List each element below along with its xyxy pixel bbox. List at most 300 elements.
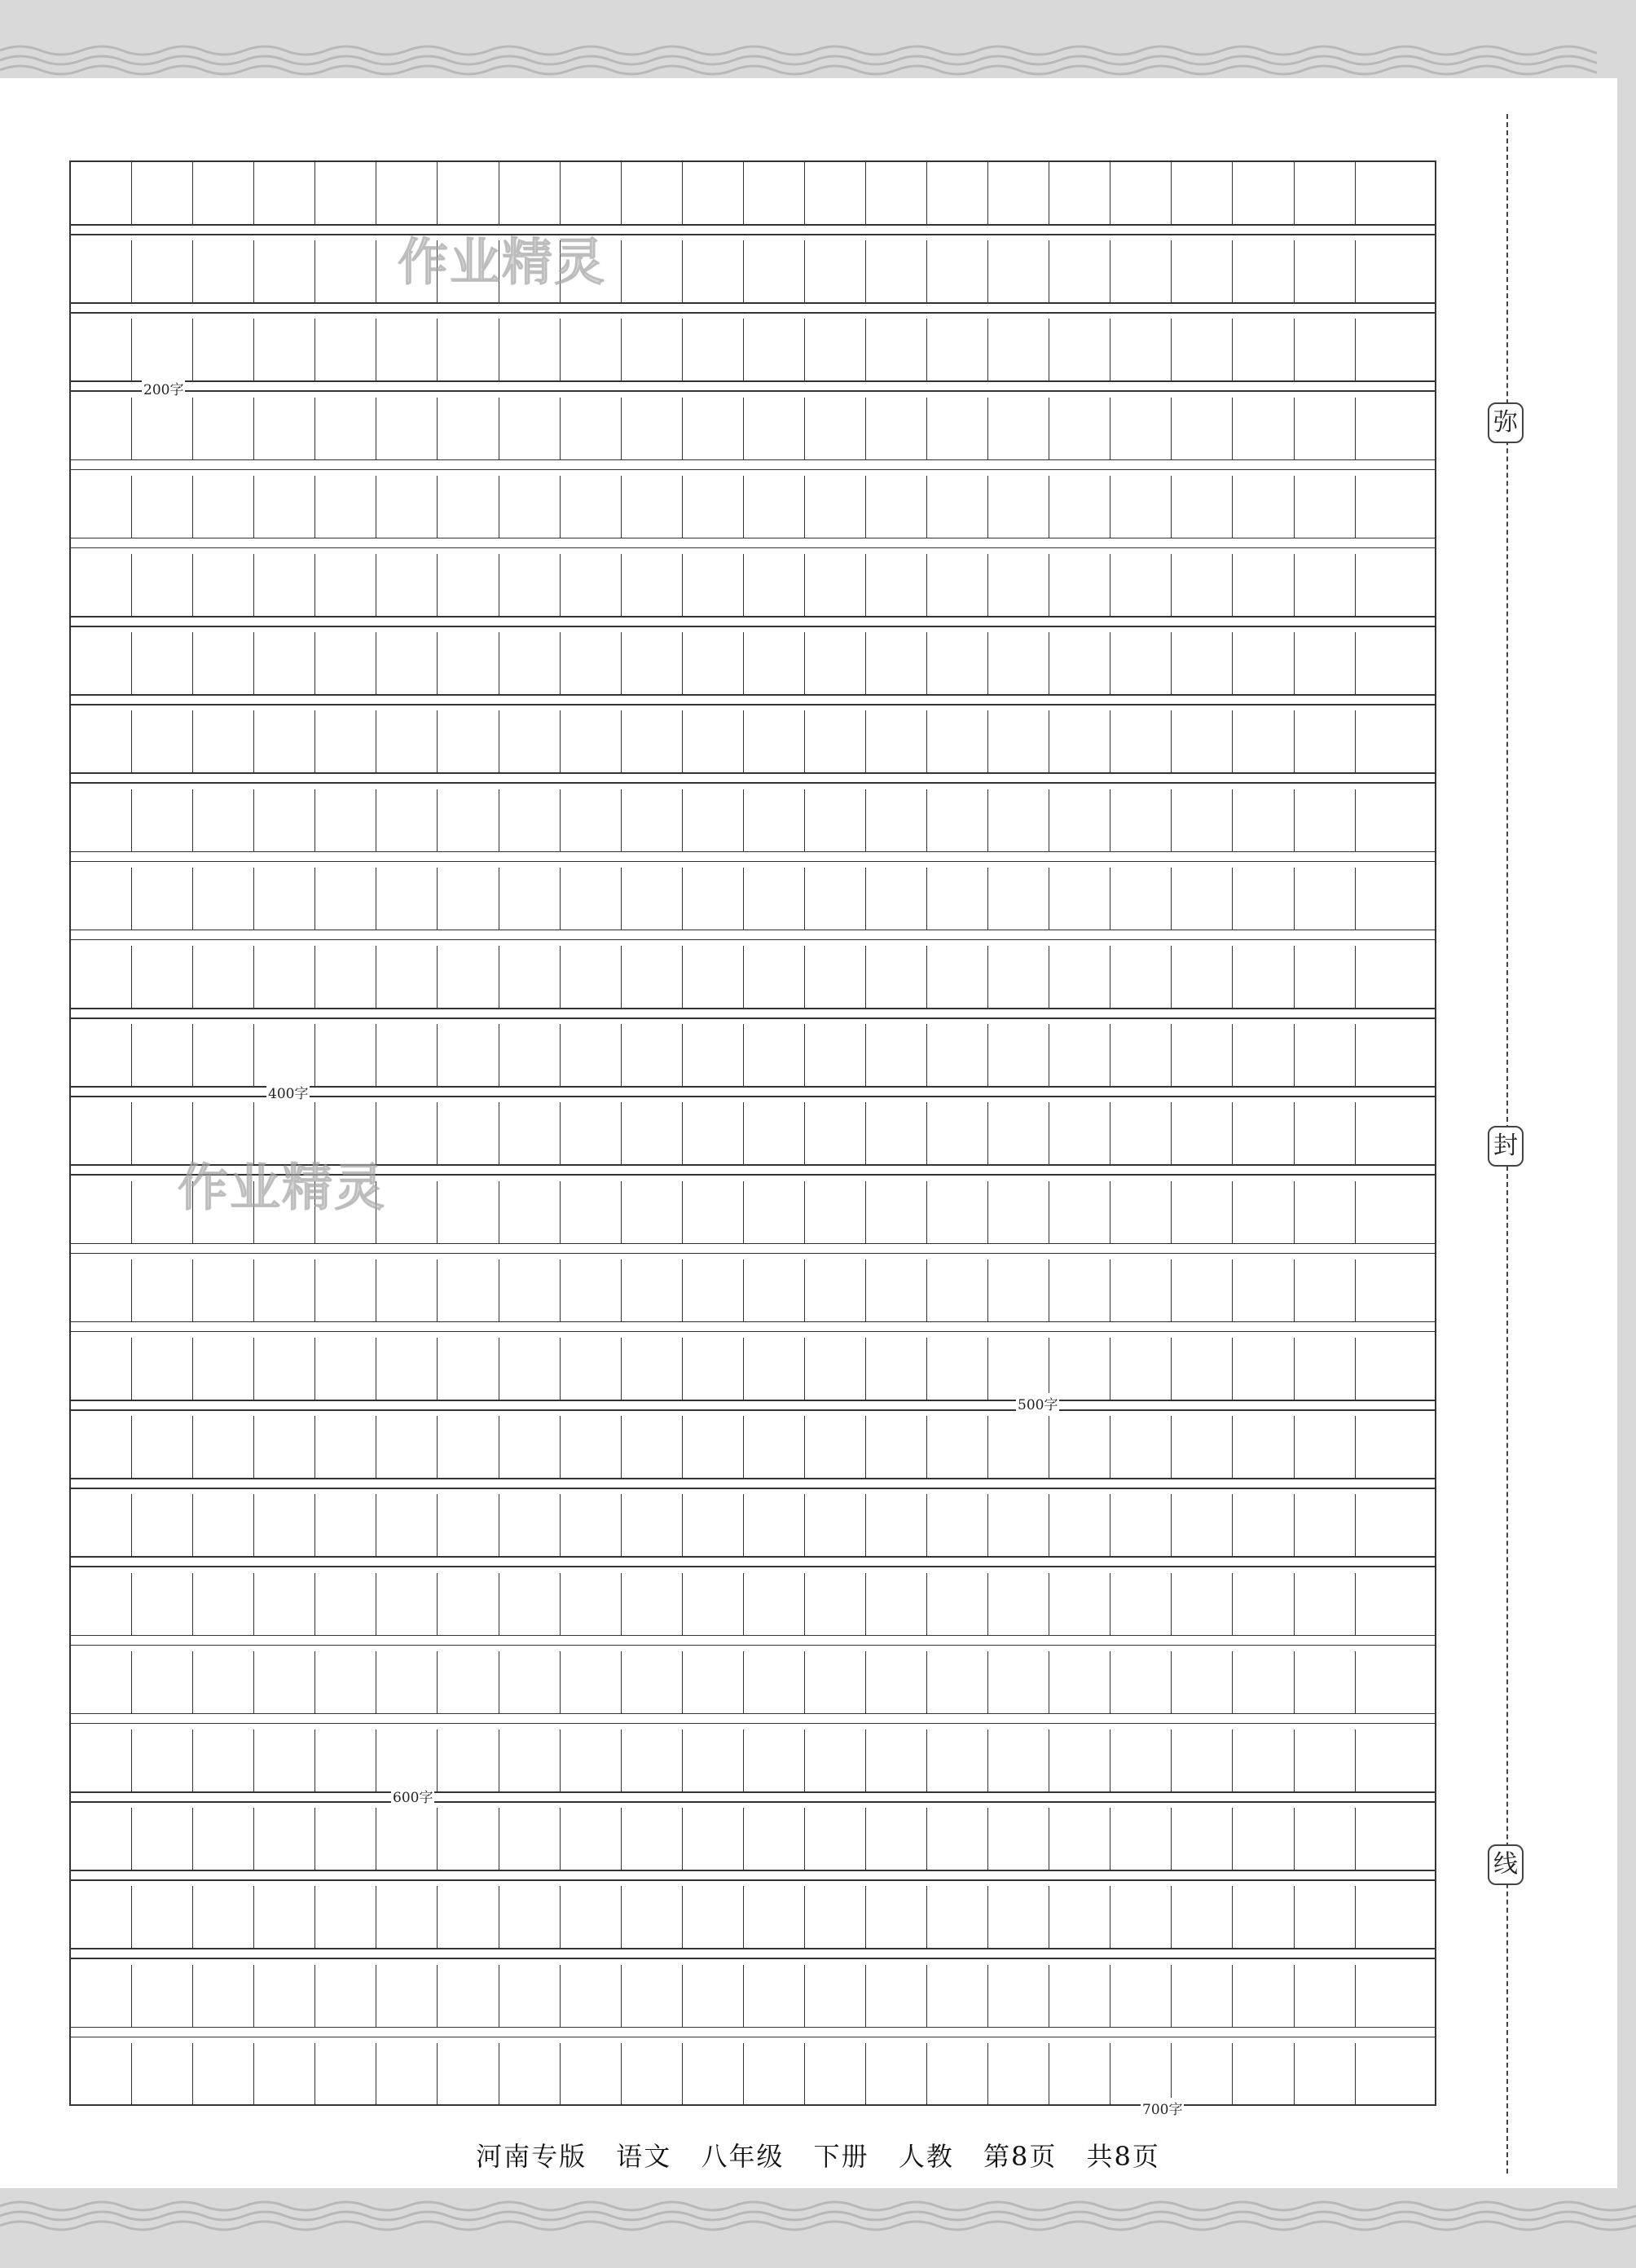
grid-row-bottom-line xyxy=(71,930,1435,931)
grid-row-cells xyxy=(71,710,1435,772)
grid-cell xyxy=(254,240,315,302)
grid-cell xyxy=(499,554,561,616)
grid-row xyxy=(71,398,1435,459)
grid-cell xyxy=(193,1573,254,1635)
grid-cell xyxy=(927,946,988,1008)
grid-cell xyxy=(1110,868,1172,930)
grid-cell xyxy=(438,1886,499,1948)
grid-gap-line xyxy=(71,1801,1435,1803)
grid-cell xyxy=(988,1338,1049,1400)
grid-cell xyxy=(927,1024,988,1086)
grid-cell xyxy=(561,710,622,772)
grid-cell xyxy=(315,240,376,302)
grid-row-bottom-line xyxy=(71,1635,1435,1637)
grid-cell xyxy=(499,789,561,851)
grid-row xyxy=(71,789,1435,851)
grid-cell xyxy=(193,554,254,616)
grid-cell xyxy=(1295,1808,1356,1870)
grid-cell xyxy=(622,1808,683,1870)
word-count-400: 400字 xyxy=(266,1082,310,1102)
grid-cell xyxy=(71,1259,132,1321)
grid-cell xyxy=(744,1965,805,2027)
grid-cell xyxy=(71,789,132,851)
grid-cell xyxy=(1110,946,1172,1008)
grid-cell xyxy=(683,476,744,538)
grid-cell xyxy=(254,398,315,459)
grid-cell xyxy=(1049,162,1110,224)
grid-cell xyxy=(1356,1181,1417,1243)
grid-cell xyxy=(254,1965,315,2027)
grid-cell xyxy=(744,476,805,538)
grid-cell xyxy=(132,476,193,538)
grid-cell xyxy=(315,789,376,851)
grid-cell xyxy=(927,1573,988,1635)
grid-cell xyxy=(561,319,622,380)
grid-cell xyxy=(315,398,376,459)
grid-cell xyxy=(744,1573,805,1635)
grid-cell xyxy=(132,1808,193,1870)
grid-cell xyxy=(866,1416,927,1478)
grid-cell xyxy=(866,319,927,380)
grid-cell xyxy=(988,1573,1049,1635)
grid-cell xyxy=(438,868,499,930)
grid-cell xyxy=(376,789,438,851)
grid-row xyxy=(71,1024,1435,1086)
grid-cell xyxy=(1356,632,1417,694)
grid-gap-line xyxy=(71,704,1435,705)
grid-cell xyxy=(744,1102,805,1164)
seal-char-mi: 弥 xyxy=(1488,402,1524,443)
grid-row-cells xyxy=(71,1259,1435,1321)
grid-cell xyxy=(499,1651,561,1713)
grid-row-bottom-line xyxy=(71,1791,1435,1793)
grid-cell xyxy=(1049,2043,1110,2105)
grid-cell xyxy=(1295,868,1356,930)
grid-row-bottom-line xyxy=(71,459,1435,461)
grid-cell xyxy=(315,1338,376,1400)
grid-cell xyxy=(499,1808,561,1870)
grid-cell xyxy=(805,1886,866,1948)
grid-cell xyxy=(1172,1494,1233,1556)
grid-cell xyxy=(1049,1416,1110,1478)
grid-cell xyxy=(1049,1338,1110,1400)
grid-cell xyxy=(866,1808,927,1870)
grid-cell xyxy=(1049,1259,1110,1321)
grid-cell xyxy=(499,398,561,459)
grid-gap-line xyxy=(71,1879,1435,1881)
grid-cell xyxy=(376,1259,438,1321)
grid-row xyxy=(71,2043,1435,2105)
grid-cell xyxy=(315,162,376,224)
grid-cell xyxy=(71,1651,132,1713)
grid-cell xyxy=(1049,1102,1110,1164)
grid-cell xyxy=(499,1965,561,2027)
grid-cell xyxy=(561,476,622,538)
grid-cell xyxy=(438,2043,499,2105)
grid-cell xyxy=(499,1259,561,1321)
grid-gap-line xyxy=(71,234,1435,235)
grid-cell xyxy=(71,1181,132,1243)
grid-cell xyxy=(622,554,683,616)
grid-row-bottom-line xyxy=(71,380,1435,382)
grid-cell xyxy=(1295,1573,1356,1635)
grid-cell xyxy=(622,1886,683,1948)
grid-cell xyxy=(1233,946,1294,1008)
grid-cell xyxy=(376,1494,438,1556)
grid-cell xyxy=(254,868,315,930)
grid-cell xyxy=(683,1494,744,1556)
grid-cell xyxy=(988,319,1049,380)
grid-cell xyxy=(561,632,622,694)
grid-cell xyxy=(1172,1338,1233,1400)
grid-cell xyxy=(561,1338,622,1400)
grid-cell xyxy=(254,1259,315,1321)
grid-row xyxy=(71,319,1435,380)
grid-cell xyxy=(561,1886,622,1948)
grid-cell xyxy=(1233,710,1294,772)
grid-cell xyxy=(315,1573,376,1635)
grid-cell xyxy=(193,1886,254,1948)
grid-cell xyxy=(438,319,499,380)
grid-row xyxy=(71,476,1435,538)
grid-cell xyxy=(193,1259,254,1321)
grid-cell xyxy=(561,1494,622,1556)
grid-cell xyxy=(499,1886,561,1948)
footer-grade: 八年级 xyxy=(701,2141,785,2172)
grid-gap-line xyxy=(71,312,1435,314)
grid-cell xyxy=(193,1730,254,1791)
grid-cell xyxy=(438,1024,499,1086)
grid-cell xyxy=(71,1730,132,1791)
grid-cell xyxy=(132,398,193,459)
grid-cell xyxy=(1110,1808,1172,1870)
grid-cell xyxy=(438,946,499,1008)
grid-row-bottom-line xyxy=(71,1400,1435,1401)
grid-cell xyxy=(1110,1494,1172,1556)
bottom-decorative-border xyxy=(0,2177,1636,2268)
grid-cell xyxy=(1172,868,1233,930)
grid-cell xyxy=(561,1024,622,1086)
grid-cell xyxy=(683,1651,744,1713)
grid-cell xyxy=(927,240,988,302)
grid-cell xyxy=(71,1808,132,1870)
grid-cell xyxy=(438,1416,499,1478)
grid-cell xyxy=(805,1338,866,1400)
grid-cell xyxy=(1049,476,1110,538)
grid-cell xyxy=(1356,1886,1417,1948)
grid-cell xyxy=(1233,789,1294,851)
grid-cell xyxy=(132,1651,193,1713)
grid-cell xyxy=(315,1808,376,1870)
grid-cell xyxy=(1172,240,1233,302)
grid-cell xyxy=(1110,632,1172,694)
grid-cell xyxy=(254,1338,315,1400)
grid-row-cells xyxy=(71,632,1435,694)
grid-cell xyxy=(805,1024,866,1086)
grid-cell xyxy=(1110,1259,1172,1321)
grid-row-cells xyxy=(71,1886,1435,1948)
grid-cell xyxy=(1172,632,1233,694)
grid-cell xyxy=(866,632,927,694)
grid-cell xyxy=(376,1965,438,2027)
grid-cell xyxy=(1356,1808,1417,1870)
grid-cell xyxy=(193,1808,254,1870)
grid-cell xyxy=(744,1416,805,1478)
grid-cell xyxy=(622,1259,683,1321)
grid-row-cells xyxy=(71,1494,1435,1556)
grid-gap-line xyxy=(71,469,1435,471)
grid-cell xyxy=(1295,1181,1356,1243)
grid-cell xyxy=(1356,319,1417,380)
grid-cell xyxy=(1110,2043,1172,2105)
grid-cell xyxy=(254,632,315,694)
grid-cell xyxy=(927,1102,988,1164)
grid-cell xyxy=(438,554,499,616)
grid-cell xyxy=(376,1416,438,1478)
grid-cell xyxy=(805,1181,866,1243)
grid-gap-line xyxy=(71,939,1435,941)
grid-cell xyxy=(805,398,866,459)
grid-cell xyxy=(1172,1651,1233,1713)
grid-row-bottom-line xyxy=(71,1556,1435,1558)
grid-cell xyxy=(438,398,499,459)
grid-cell xyxy=(193,1416,254,1478)
grid-cell xyxy=(1295,162,1356,224)
grid-cell xyxy=(1295,319,1356,380)
grid-cell xyxy=(744,789,805,851)
grid-cell xyxy=(1356,1651,1417,1713)
grid-cell xyxy=(744,1886,805,1948)
grid-cell xyxy=(622,1573,683,1635)
grid-cell xyxy=(499,946,561,1008)
grid-cell xyxy=(866,789,927,851)
grid-row-cells xyxy=(71,240,1435,302)
grid-cell xyxy=(1356,868,1417,930)
grid-row-bottom-line xyxy=(71,616,1435,618)
grid-gap-line xyxy=(71,861,1435,863)
grid-cell xyxy=(927,868,988,930)
grid-cell xyxy=(193,868,254,930)
grid-cell xyxy=(254,162,315,224)
grid-cell xyxy=(1172,319,1233,380)
grid-cell xyxy=(988,1808,1049,1870)
grid-cell xyxy=(193,710,254,772)
grid-cell xyxy=(376,1886,438,1948)
grid-row xyxy=(71,1730,1435,1791)
grid-gap-line xyxy=(71,782,1435,784)
grid-cell xyxy=(71,1886,132,1948)
grid-row-bottom-line xyxy=(71,851,1435,853)
grid-cell xyxy=(744,632,805,694)
grid-cell xyxy=(927,319,988,380)
grid-row-bottom-line xyxy=(71,772,1435,774)
grid-cell xyxy=(376,1808,438,1870)
grid-cell xyxy=(1356,1024,1417,1086)
grid-cell xyxy=(193,476,254,538)
grid-cell xyxy=(376,632,438,694)
grid-cell xyxy=(71,1965,132,2027)
grid-cell xyxy=(988,1886,1049,1948)
grid-cell xyxy=(132,1573,193,1635)
grid-row-bottom-line xyxy=(71,1713,1435,1715)
grid-row-cells xyxy=(71,868,1435,930)
grid-cell xyxy=(1049,398,1110,459)
grid-cell xyxy=(683,1338,744,1400)
grid-cell xyxy=(376,398,438,459)
grid-cell xyxy=(1356,1416,1417,1478)
grid-cell xyxy=(315,554,376,616)
grid-cell xyxy=(1356,1259,1417,1321)
grid-cell xyxy=(683,632,744,694)
grid-cell xyxy=(1295,710,1356,772)
grid-cell xyxy=(71,554,132,616)
grid-cell xyxy=(1356,476,1417,538)
grid-cell xyxy=(1356,1494,1417,1556)
grid-gap-line xyxy=(71,547,1435,549)
grid-cell xyxy=(438,1573,499,1635)
grid-row-bottom-line xyxy=(71,1321,1435,1323)
grid-cell xyxy=(683,1730,744,1791)
grid-cell xyxy=(683,1886,744,1948)
grid-cell xyxy=(1049,1181,1110,1243)
grid-cell xyxy=(1172,1965,1233,2027)
grid-cell xyxy=(499,319,561,380)
grid-cell xyxy=(561,1259,622,1321)
grid-cell xyxy=(1172,1181,1233,1243)
footer-total: 共8页 xyxy=(1086,2141,1160,2172)
grid-cell xyxy=(254,1651,315,1713)
grid-cell xyxy=(561,162,622,224)
grid-cell xyxy=(438,632,499,694)
grid-cell xyxy=(254,789,315,851)
grid-cell xyxy=(254,1416,315,1478)
grid-cell xyxy=(927,632,988,694)
grid-cell xyxy=(499,162,561,224)
grid-cell xyxy=(1295,476,1356,538)
grid-row-cells xyxy=(71,1338,1435,1400)
grid-cell xyxy=(561,789,622,851)
grid-cell xyxy=(499,1024,561,1086)
grid-cell xyxy=(927,398,988,459)
grid-cell xyxy=(1295,1730,1356,1791)
grid-row xyxy=(71,1651,1435,1713)
grid-cell xyxy=(132,1494,193,1556)
grid-cell xyxy=(683,2043,744,2105)
grid-cell xyxy=(71,946,132,1008)
grid-cell xyxy=(744,240,805,302)
grid-cell xyxy=(866,710,927,772)
grid-cell xyxy=(744,2043,805,2105)
grid-cell xyxy=(622,789,683,851)
grid-cell xyxy=(622,632,683,694)
grid-cell xyxy=(561,1416,622,1478)
grid-cell xyxy=(71,1573,132,1635)
grid-cell xyxy=(805,789,866,851)
grid-cell xyxy=(927,1181,988,1243)
grid-cell xyxy=(499,1730,561,1791)
grid-cell xyxy=(561,1181,622,1243)
grid-cell xyxy=(1172,1259,1233,1321)
grid-cell xyxy=(254,710,315,772)
grid-cell xyxy=(1172,946,1233,1008)
grid-cell xyxy=(744,162,805,224)
grid-cell xyxy=(805,1651,866,1713)
grid-cell xyxy=(1110,240,1172,302)
grid-cell xyxy=(1110,1102,1172,1164)
grid-cell xyxy=(988,476,1049,538)
grid-gap-line xyxy=(71,1409,1435,1411)
grid-cell xyxy=(622,319,683,380)
grid-cell xyxy=(622,710,683,772)
grid-cell xyxy=(683,1965,744,2027)
grid-cell xyxy=(683,710,744,772)
grid-cell xyxy=(71,1102,132,1164)
grid-cell xyxy=(683,319,744,380)
grid-cell xyxy=(1295,1416,1356,1478)
grid-cell xyxy=(988,554,1049,616)
grid-cell xyxy=(683,162,744,224)
grid-gap-line xyxy=(71,390,1435,392)
grid-row-cells xyxy=(71,1024,1435,1086)
grid-cell xyxy=(315,319,376,380)
grid-cell xyxy=(193,632,254,694)
grid-cell xyxy=(1233,476,1294,538)
grid-cell xyxy=(1049,868,1110,930)
grid-cell xyxy=(622,1494,683,1556)
grid-cell xyxy=(1110,476,1172,538)
grid-cell xyxy=(744,1730,805,1791)
grid-cell xyxy=(927,1494,988,1556)
grid-cell xyxy=(132,946,193,1008)
grid-cell xyxy=(254,946,315,1008)
grid-row-cells xyxy=(71,1651,1435,1713)
grid-cell xyxy=(1172,476,1233,538)
watermark-middle: 作业精灵 xyxy=(178,1158,387,1217)
grid-row xyxy=(71,1573,1435,1635)
footer-publisher: 人教 xyxy=(898,2141,954,2172)
grid-cell xyxy=(499,1416,561,1478)
grid-cell xyxy=(132,240,193,302)
grid-cell xyxy=(744,710,805,772)
grid-cell xyxy=(1049,710,1110,772)
grid-cell xyxy=(683,1259,744,1321)
grid-cell xyxy=(805,632,866,694)
grid-cell xyxy=(1233,1416,1294,1478)
grid-cell xyxy=(1233,240,1294,302)
grid-cell xyxy=(866,1181,927,1243)
grid-cell xyxy=(622,1102,683,1164)
grid-cell xyxy=(376,2043,438,2105)
grid-cell xyxy=(254,1808,315,1870)
grid-cell xyxy=(988,1965,1049,2027)
grid-row xyxy=(71,1808,1435,1870)
grid-cell xyxy=(683,789,744,851)
grid-cell xyxy=(254,319,315,380)
grid-cell xyxy=(132,1259,193,1321)
grid-cell xyxy=(805,240,866,302)
grid-cell xyxy=(805,1259,866,1321)
grid-cell xyxy=(193,1024,254,1086)
grid-cell xyxy=(1295,1651,1356,1713)
grid-cell xyxy=(315,1259,376,1321)
grid-cell xyxy=(193,1651,254,1713)
grid-row-cells xyxy=(71,162,1435,224)
grid-cell xyxy=(1356,1730,1417,1791)
grid-cell xyxy=(193,789,254,851)
grid-cell xyxy=(499,632,561,694)
grid-row-bottom-line xyxy=(71,2027,1435,2028)
grid-cell xyxy=(927,1886,988,1948)
